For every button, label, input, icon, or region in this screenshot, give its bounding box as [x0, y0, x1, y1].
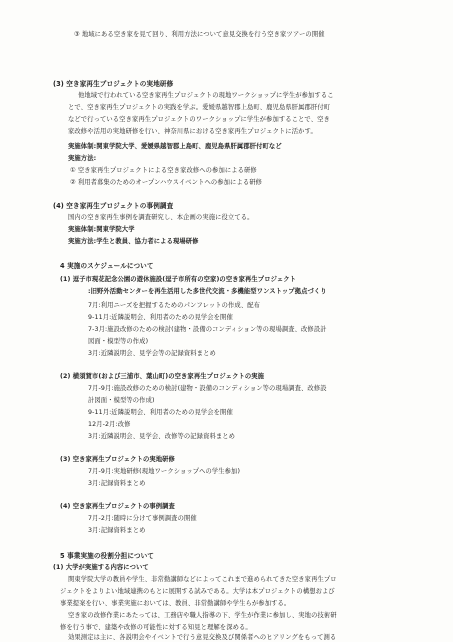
text-line: 7月-9月:実地研修(現地ワークショップへの学生参加)	[88, 468, 241, 475]
text-line: :旧野外活動センターを再生活用した多世代交流・多機能型ワンストップ拠点づくり	[88, 288, 327, 295]
text-line: 3月:記録資料まとめ	[88, 527, 146, 534]
text-line: ① 空き家再生プロジェクトによる空き家改修への参加による研修	[70, 167, 257, 174]
text-line: ③ 地域にある空き家を見て回り、利用方法について意見交換を行う空き家ツアーの開催	[74, 31, 325, 38]
text-line: 事業提案を行い、事業実施においては、教員、非常勤講師や学生らが参加する。	[60, 600, 291, 607]
section-heading: (4) 空き家再生プロジェクトの事例調査	[53, 202, 174, 210]
section-heading: 5 事業実施の役割分担について	[60, 552, 154, 560]
section-heading: (3) 空き家再生プロジェクトの実地研修	[60, 456, 175, 463]
text-line: 7月-9月:施設改修のための検討(建物・設備のコンディション等の現場調査、改修設	[88, 385, 327, 392]
text-line: ジェクトをよりよい地域連携のもとに展開する試みである。大学は本プロジェクトの構想および	[60, 588, 335, 595]
text-line: などで行っている空き家再生プロジェクトのワークショップに学生が参加することで、空き	[68, 116, 330, 123]
text-line: 修を行う事で、建築や改修の可能性に対する知見と理解を深める。	[60, 624, 252, 631]
text-line: 3月:記録資料まとめ	[88, 480, 146, 487]
section-heading: (1) 大学が実施する内容について	[53, 564, 149, 571]
text-line: 実施体制:関東学院大学	[68, 226, 135, 233]
text-line: ② 利用者募集のためのオープンハウスイベントへの参加による研修	[70, 179, 263, 186]
text-line: 7月:利用ニーズを把握するためのパンフレットの作成、配布	[88, 302, 261, 309]
text-line: 7-3月:施設改修のための検討(建物・設備のコンディション等の現場調査、改修設計	[88, 326, 327, 333]
text-line: 7月-2月:随時に分けて事例調査の開催	[88, 515, 197, 522]
text-line: 実施方法:	[68, 155, 97, 162]
text-line: 空き家の改修作業にあたっては、工務店や職人指導の下、学生が作業に参加し、実地の技術研	[68, 612, 337, 619]
text-line: 実施体制:関東学院大学、愛媛県越智郡上島町、鹿児島県肝属郡肝付町など	[68, 143, 282, 150]
text-line: 9-11月:近隣説明会、利用者のための見学会を開催	[88, 314, 233, 321]
section-heading: (3) 空き家再生プロジェクトの実地研修	[53, 80, 174, 88]
section-heading: (2) 横須賀市(および三浦市、葉山町)の空き家再生プロジェクトの実施	[60, 373, 265, 380]
section-heading: 4 実施のスケジュールについて	[60, 262, 154, 270]
section-heading: (4) 空き家再生プロジェクトの事例調査	[60, 503, 175, 510]
text-line: 関東学院大学の教員や学生、非常勤講師などによってこれまで進められてきた空き家再生プロ	[68, 576, 337, 583]
text-line: 図面・模型等の作成)	[88, 338, 149, 345]
text-line: 国内の空き家再生事例を調査研究し、本企画の実施に役立てる。	[68, 214, 254, 221]
text-line: 家改修や活用の実地研修を行い、神奈川県における空き家再生プロジェクトに活かす。	[68, 128, 317, 135]
text-line: 計図面・模型等の作成)	[88, 397, 155, 404]
text-line: 3月:近隣説明会、見学会等の記録資料まとめ	[88, 350, 216, 357]
text-line: 効果測定は主に、各説明会やイベントで行う意見交換及び関係者へのヒアリングをもって測る	[68, 634, 337, 641]
text-line: 実施方法:学生と教員、協力者による現場研修	[68, 238, 199, 245]
section-heading: (1) 逗子市現花記念公園の遊休施設(逗子市所有の空家)の空き家再生プロジェクト	[60, 276, 297, 283]
text-line: とで、空き家再生プロジェクトの実践を学ぶ。愛媛県越智郡上島町、鹿児島県肝属郡肝付町	[68, 104, 331, 111]
text-line: 3月:近隣説明会、見学会、改修等の記録資料まとめ	[88, 433, 236, 440]
text-line: 他地域で行われている空き家再生プロジェクトの現地ワークショップに学生が参加するこ	[78, 92, 334, 99]
text-line: 12月-2月:改修	[88, 421, 131, 428]
text-line: 9-11月:近隣説明会、利用者のための見学会を開催	[88, 409, 233, 416]
